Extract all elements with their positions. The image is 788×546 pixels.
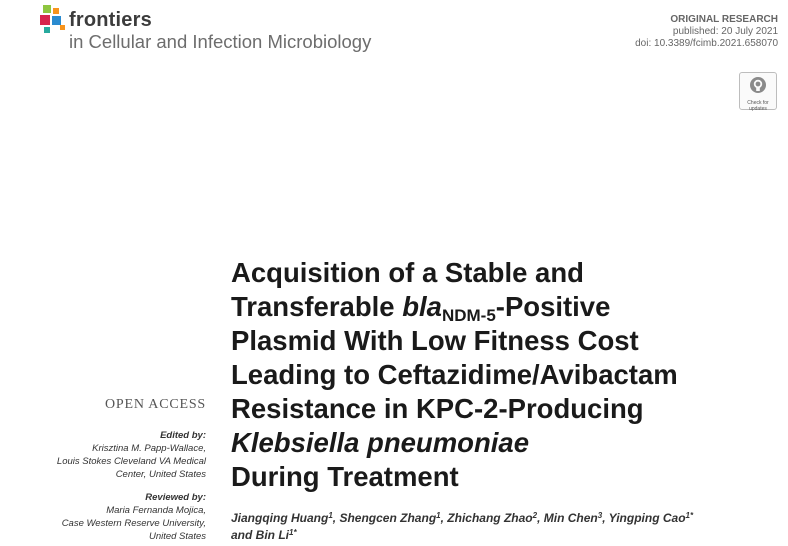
title-line: Acquisition of a Stable and	[231, 257, 584, 288]
author-affiliation-mark: 2	[532, 511, 538, 520]
author-separator: ,	[440, 511, 448, 525]
title-line	[231, 290, 776, 324]
title-line: Leading to Ceftazidime/Avibactam	[231, 359, 678, 390]
title-text: Transferable	[231, 291, 403, 322]
check-for-updates-badge[interactable]	[739, 72, 777, 110]
title-line: Resistance in KPC-2-Producing	[231, 393, 644, 424]
author[interactable]	[544, 511, 602, 525]
reviewer-affiliation: Case Western Reserve University,	[61, 518, 206, 529]
editor-affiliation: Louis Stokes Cleveland VA Medical	[56, 456, 206, 467]
title-line: During Treatment	[231, 461, 459, 492]
author-separator: ,	[332, 511, 340, 525]
author-affiliation-mark: 3	[597, 511, 603, 520]
author[interactable]	[609, 511, 693, 525]
author[interactable]	[231, 511, 333, 525]
author-name: and Bin Li	[231, 528, 289, 542]
update-check-icon	[749, 76, 767, 94]
reviewed-by-label: Reviewed by:	[145, 492, 206, 503]
gene-name: bla	[402, 291, 442, 322]
editor-name[interactable]: Krisztina M. Papp-Wallace,	[92, 443, 206, 454]
editor-affiliation: Center, United States	[115, 469, 206, 480]
author-name: Zhichang Zhao	[447, 511, 533, 525]
author-affiliation-mark: 1*	[685, 511, 694, 520]
reviewed-by-block	[62, 491, 206, 543]
author-name: Jiangqing Huang	[231, 511, 329, 525]
badge-text-2: updates	[749, 106, 767, 112]
article-type: ORIGINAL RESEARCH	[670, 14, 778, 25]
published-date: published: 20 July 2021	[672, 26, 778, 37]
author-separator: ,	[537, 511, 544, 525]
badge-text-1: Check for	[747, 100, 769, 106]
edited-by-block	[57, 429, 206, 481]
author-list	[231, 510, 761, 544]
title-line	[231, 426, 776, 460]
reviewer-affiliation: United States	[148, 531, 206, 542]
author[interactable]	[447, 511, 537, 525]
frontiers-logo-icon	[40, 5, 66, 33]
brand-name: frontiers	[69, 9, 152, 31]
author-affiliation-mark: 1	[436, 511, 441, 520]
article-title	[231, 256, 776, 494]
reviewer-name[interactable]: Maria Fernanda Mojica,	[106, 505, 206, 516]
title-text: -Positive	[495, 291, 611, 322]
author-affiliation-mark: 1*	[289, 528, 297, 537]
author-name: Min Chen	[543, 511, 598, 525]
author-name: Yingping Cao	[608, 511, 686, 525]
edited-by-label: Edited by:	[160, 430, 206, 441]
doi-link[interactable]: doi: 10.3389/fcimb.2021.658070	[635, 38, 778, 49]
author[interactable]	[231, 528, 297, 542]
author-separator: ,	[602, 511, 609, 525]
title-line: Plasmid With Low Fitness Cost	[231, 325, 639, 356]
journal-name: in Cellular and Infection Microbiology	[69, 31, 372, 52]
article-meta	[635, 14, 778, 50]
author[interactable]	[339, 511, 440, 525]
species-name: Klebsiella pneumoniae	[231, 427, 530, 458]
open-access-label: OPEN ACCESS	[105, 397, 206, 412]
author-name: Shengcen Zhang	[339, 511, 437, 525]
gene-subscript: NDM-5	[441, 306, 496, 325]
author-affiliation-mark: 1	[328, 511, 333, 520]
